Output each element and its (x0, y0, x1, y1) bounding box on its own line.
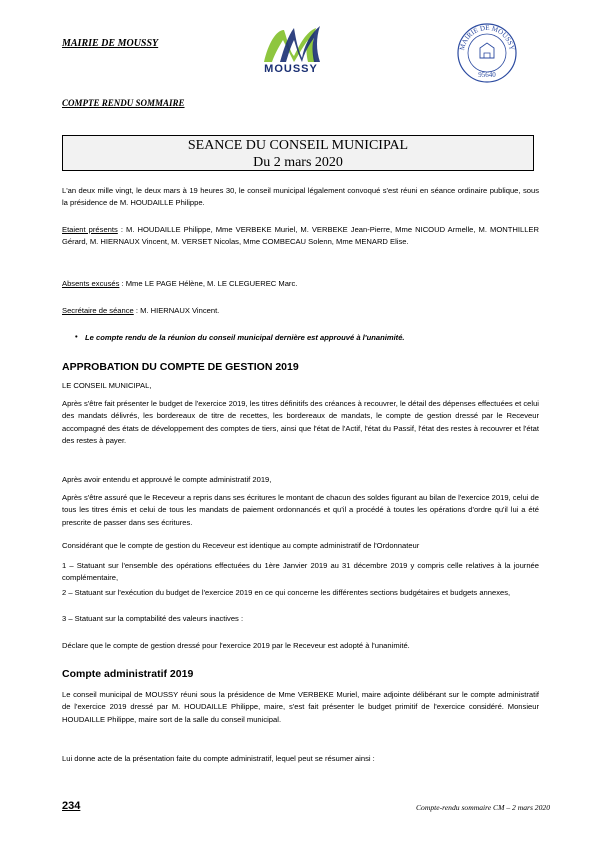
session-date: Du 2 mars 2020 (253, 155, 343, 170)
seal-label: MAIRIE DE MOUSSY (458, 23, 516, 52)
secretaire-label: Secrétaire de séance (62, 306, 134, 315)
page-number: 234 (62, 800, 81, 812)
compte-rendu-header: COMPTE RENDU SOMMAIRE (62, 98, 185, 108)
statuant-1: 1 – Statuant sur l'ensemble des opérations effectuées du 1ère Janvier 2019 au 31 décembre 2019 y compris celle relatives à la journée complémentaire, (62, 561, 539, 583)
session-title-box (62, 135, 534, 171)
paragraph-conseil-moussy: Le conseil municipal de MOUSSY réuni sous la présidence de Mme VERBEKE Muriel, maire adjointe délibérant sur le compte administratif de l'exercice 2019 dressé par M. HOUDAILLE Philippe, maire, s'est fait présenter le budget primitif de l'exercice considéré. Monsieur HOUDAILLE Philippe, maire sort de la salle du conseil municipal. (62, 690, 539, 724)
secretaire-text: : M. HIERNAUX Vincent. (133, 306, 220, 315)
paragraph-considerant: Considérant que le compte de gestion du Receveur est identique au compte administratif de l'Ordonnateur (62, 541, 420, 550)
approval-bullet: • Le compte rendu de la réunion du conseil municipal dernière est approuvé à l'unanimité. (85, 333, 405, 342)
paragraph-receveur: Après s'être assuré que le Receveur a repris dans ses écritures le montant de chacun des soldes figurant au bilan de l'exercice 2019, celui de tous les titres émis et celui de tous les mandats de paiement ordonnancés et qu'il a procédé à toutes les opérations d'ordre qu'il lui a été prescrite de passer dans ses écritures. (62, 493, 539, 527)
presents-text: : M. HOUDAILLE Philippe, Mme VERBEKE Muriel, M. VERBEKE Jean-Pierre, Mme NICOUD Armelle, M. MONTHILLER Gérard, M. HIERNAUX Vincent, M. VERSET Nicolas, Mme COMBECAU Solenn, Mme MENARD Elise. (62, 225, 539, 247)
logo-wordmark: MOUSSY (264, 63, 318, 75)
paragraph-apres-avoir: Après avoir entendu et approuvé le compte administratif 2019, (62, 475, 272, 484)
footer-caption: Compte-rendu sommaire CM – 2 mars 2020 (415, 803, 550, 812)
presents-paragraph (62, 224, 539, 249)
mairie-header: MAIRIE DE MOUSSY (62, 38, 159, 49)
section-heading-compte-administratif: Compte administratif 2019 (62, 668, 194, 680)
absents-text: : Mme LE PAGE Hélène, M. LE CLEGUEREC Marc. (119, 279, 298, 288)
presents-label: Etaient présents (62, 225, 118, 234)
paragraph-budget: Après s'être fait présenter le budget de l'exercice 2019, les titres définitifs des créances à recouvrer, le détail des dépenses effectuées et celui des mandats délivrés, les bordereaux de titre de recettes, les bordereaux de mandats, le compte de gestion dressé par le Receveur accompagné des états de développement des comptes de tiers, ainsi que l'état de l'Actif, l'état du Passif, l'état des restes à recouvrer et l'état des restes à payer. (62, 399, 539, 446)
conseil-line: LE CONSEIL MUNICIPAL, (62, 381, 152, 390)
section-heading-compte-gestion: APPROBATION DU COMPTE DE GESTION 2019 (62, 361, 299, 373)
statuant-2: 2 – Statuant sur l'exécution du budget de l'exercice 2019 en ce qui concerne les différentes sections budgétaires et budgets annexes, (62, 588, 511, 597)
absents-paragraph (62, 278, 539, 290)
paragraph-donne-acte: Lui donne acte de la présentation faite du compte administratif, lequel peut se résumer ainsi : (62, 754, 375, 763)
intro-paragraph: L'an deux mille vingt, le deux mars à 19 heures 30, le conseil municipal légalement convoqué s'est réuni en séance ordinaire publique, sous la présidence de M. HOUDAILLE Philippe. (62, 186, 539, 208)
mairie-seal (456, 22, 518, 84)
seal-code: 95640 (478, 71, 496, 79)
absents-label: Absents excusés (62, 279, 120, 288)
statuant-3: 3 – Statuant sur la comptabilité des valeurs inactives : (62, 614, 244, 623)
paragraph-declare: Déclare que le compte de gestion dressé pour l'exercice 2019 par le Receveur est adopté à l'unanimité. (62, 641, 410, 650)
session-title: SEANCE DU CONSEIL MUNICIPAL (187, 138, 409, 153)
secretaire-paragraph (62, 305, 539, 317)
